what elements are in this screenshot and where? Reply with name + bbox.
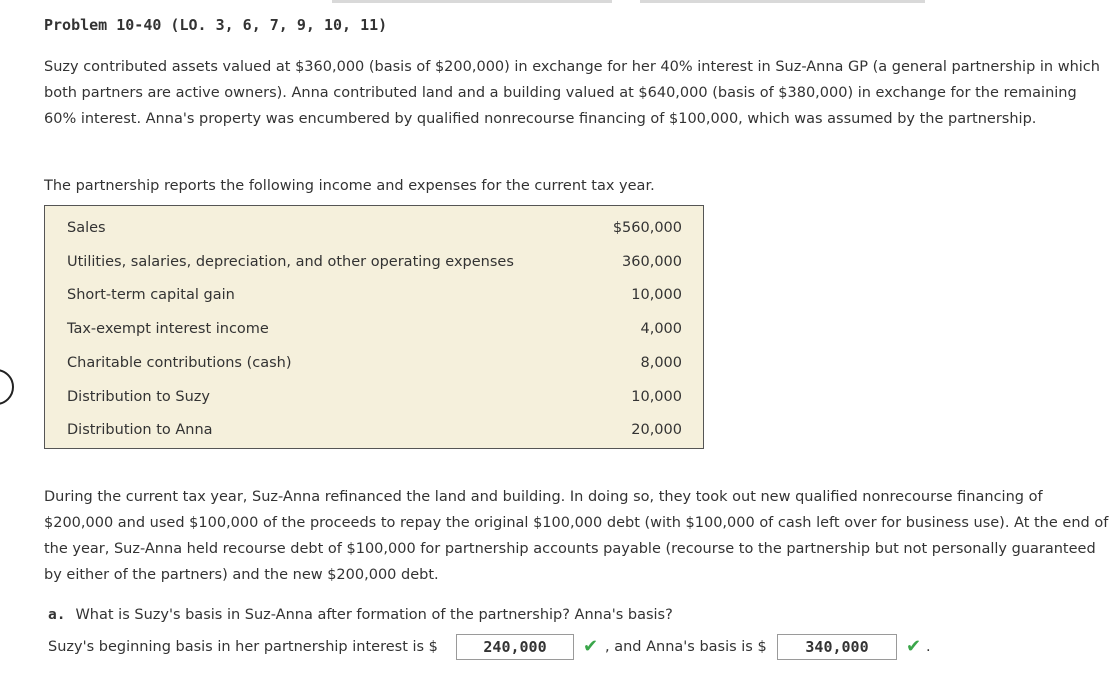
table-row (45, 245, 703, 279)
question-letter: a. (48, 607, 66, 623)
side-nav-circle-icon[interactable] (0, 369, 14, 405)
row-value: 8,000 (640, 355, 682, 371)
answer-end-text: . (926, 639, 931, 655)
table-row (45, 211, 703, 245)
row-value: 10,000 (631, 287, 682, 303)
row-value: 360,000 (622, 254, 682, 270)
row-value: 20,000 (631, 422, 682, 438)
anna-basis-input[interactable]: 340,000 (777, 634, 897, 660)
table-row (45, 278, 703, 312)
row-label: Distribution to Suzy (67, 389, 210, 405)
answer-middle-text: , and Anna's basis is $ (605, 639, 767, 655)
table-row (45, 380, 703, 414)
row-label: Distribution to Anna (67, 422, 213, 438)
row-value: 10,000 (631, 389, 682, 405)
row-label: Charitable contributions (cash) (67, 355, 292, 371)
row-label: Sales (67, 220, 106, 236)
intro-paragraph: Suzy contributed assets valued at $360,000 (basis of $200,000) in exchange for her 40% interest in Suz-Anna GP (a general partnership in which both partners are active owners). Anna contributed land and a building valued at $640,000 (basis of $380,000) in exchange for the remaining 60% interest. Anna's property was encumbered by qualified nonrecourse financing of $100,000, which was assumed by the partnership. (44, 59, 1100, 127)
answer-prefix-text: Suzy's beginning basis in her partnership interest is $ (48, 639, 438, 655)
problem-title: Problem 10-40 (LO. 3, 6, 7, 9, 10, 11) (44, 16, 388, 34)
income-expense-table (44, 205, 704, 449)
refinance-paragraph: During the current tax year, Suz-Anna refinanced the land and building. In doing so, they took out new qualified nonrecourse financing of $200,000 and used $100,000 of the proceeds to repay the original $100,000 debt (with $100,000 of cash left over for business use). At the end of the year, Suz-Anna held recourse debt of $100,000 for partnership accounts payable (recourse to the partnership but not personally guaranteed by either of the partners) and the new $200,000 debt. (44, 489, 1109, 583)
correct-check-icon: ✔ (906, 636, 922, 657)
top-tab-indicator (640, 0, 925, 3)
question-text: What is Suzy's basis in Suz-Anna after formation of the partnership? Anna's basis? (75, 607, 673, 623)
table-row (45, 413, 703, 447)
suzy-basis-input[interactable]: 240,000 (456, 634, 574, 660)
table-row (45, 312, 703, 346)
row-label: Tax-exempt interest income (67, 321, 269, 337)
row-value: 4,000 (640, 321, 682, 337)
row-label: Short-term capital gain (67, 287, 235, 303)
question-a (48, 602, 673, 628)
correct-check-icon: ✔ (583, 636, 599, 657)
row-label: Utilities, salaries, depreciation, and other operating expenses (67, 254, 514, 270)
row-value: $560,000 (612, 220, 682, 236)
reports-paragraph: The partnership reports the following income and expenses for the current tax year. (44, 178, 655, 194)
top-tab-indicator (332, 0, 612, 3)
table-row (45, 346, 703, 380)
